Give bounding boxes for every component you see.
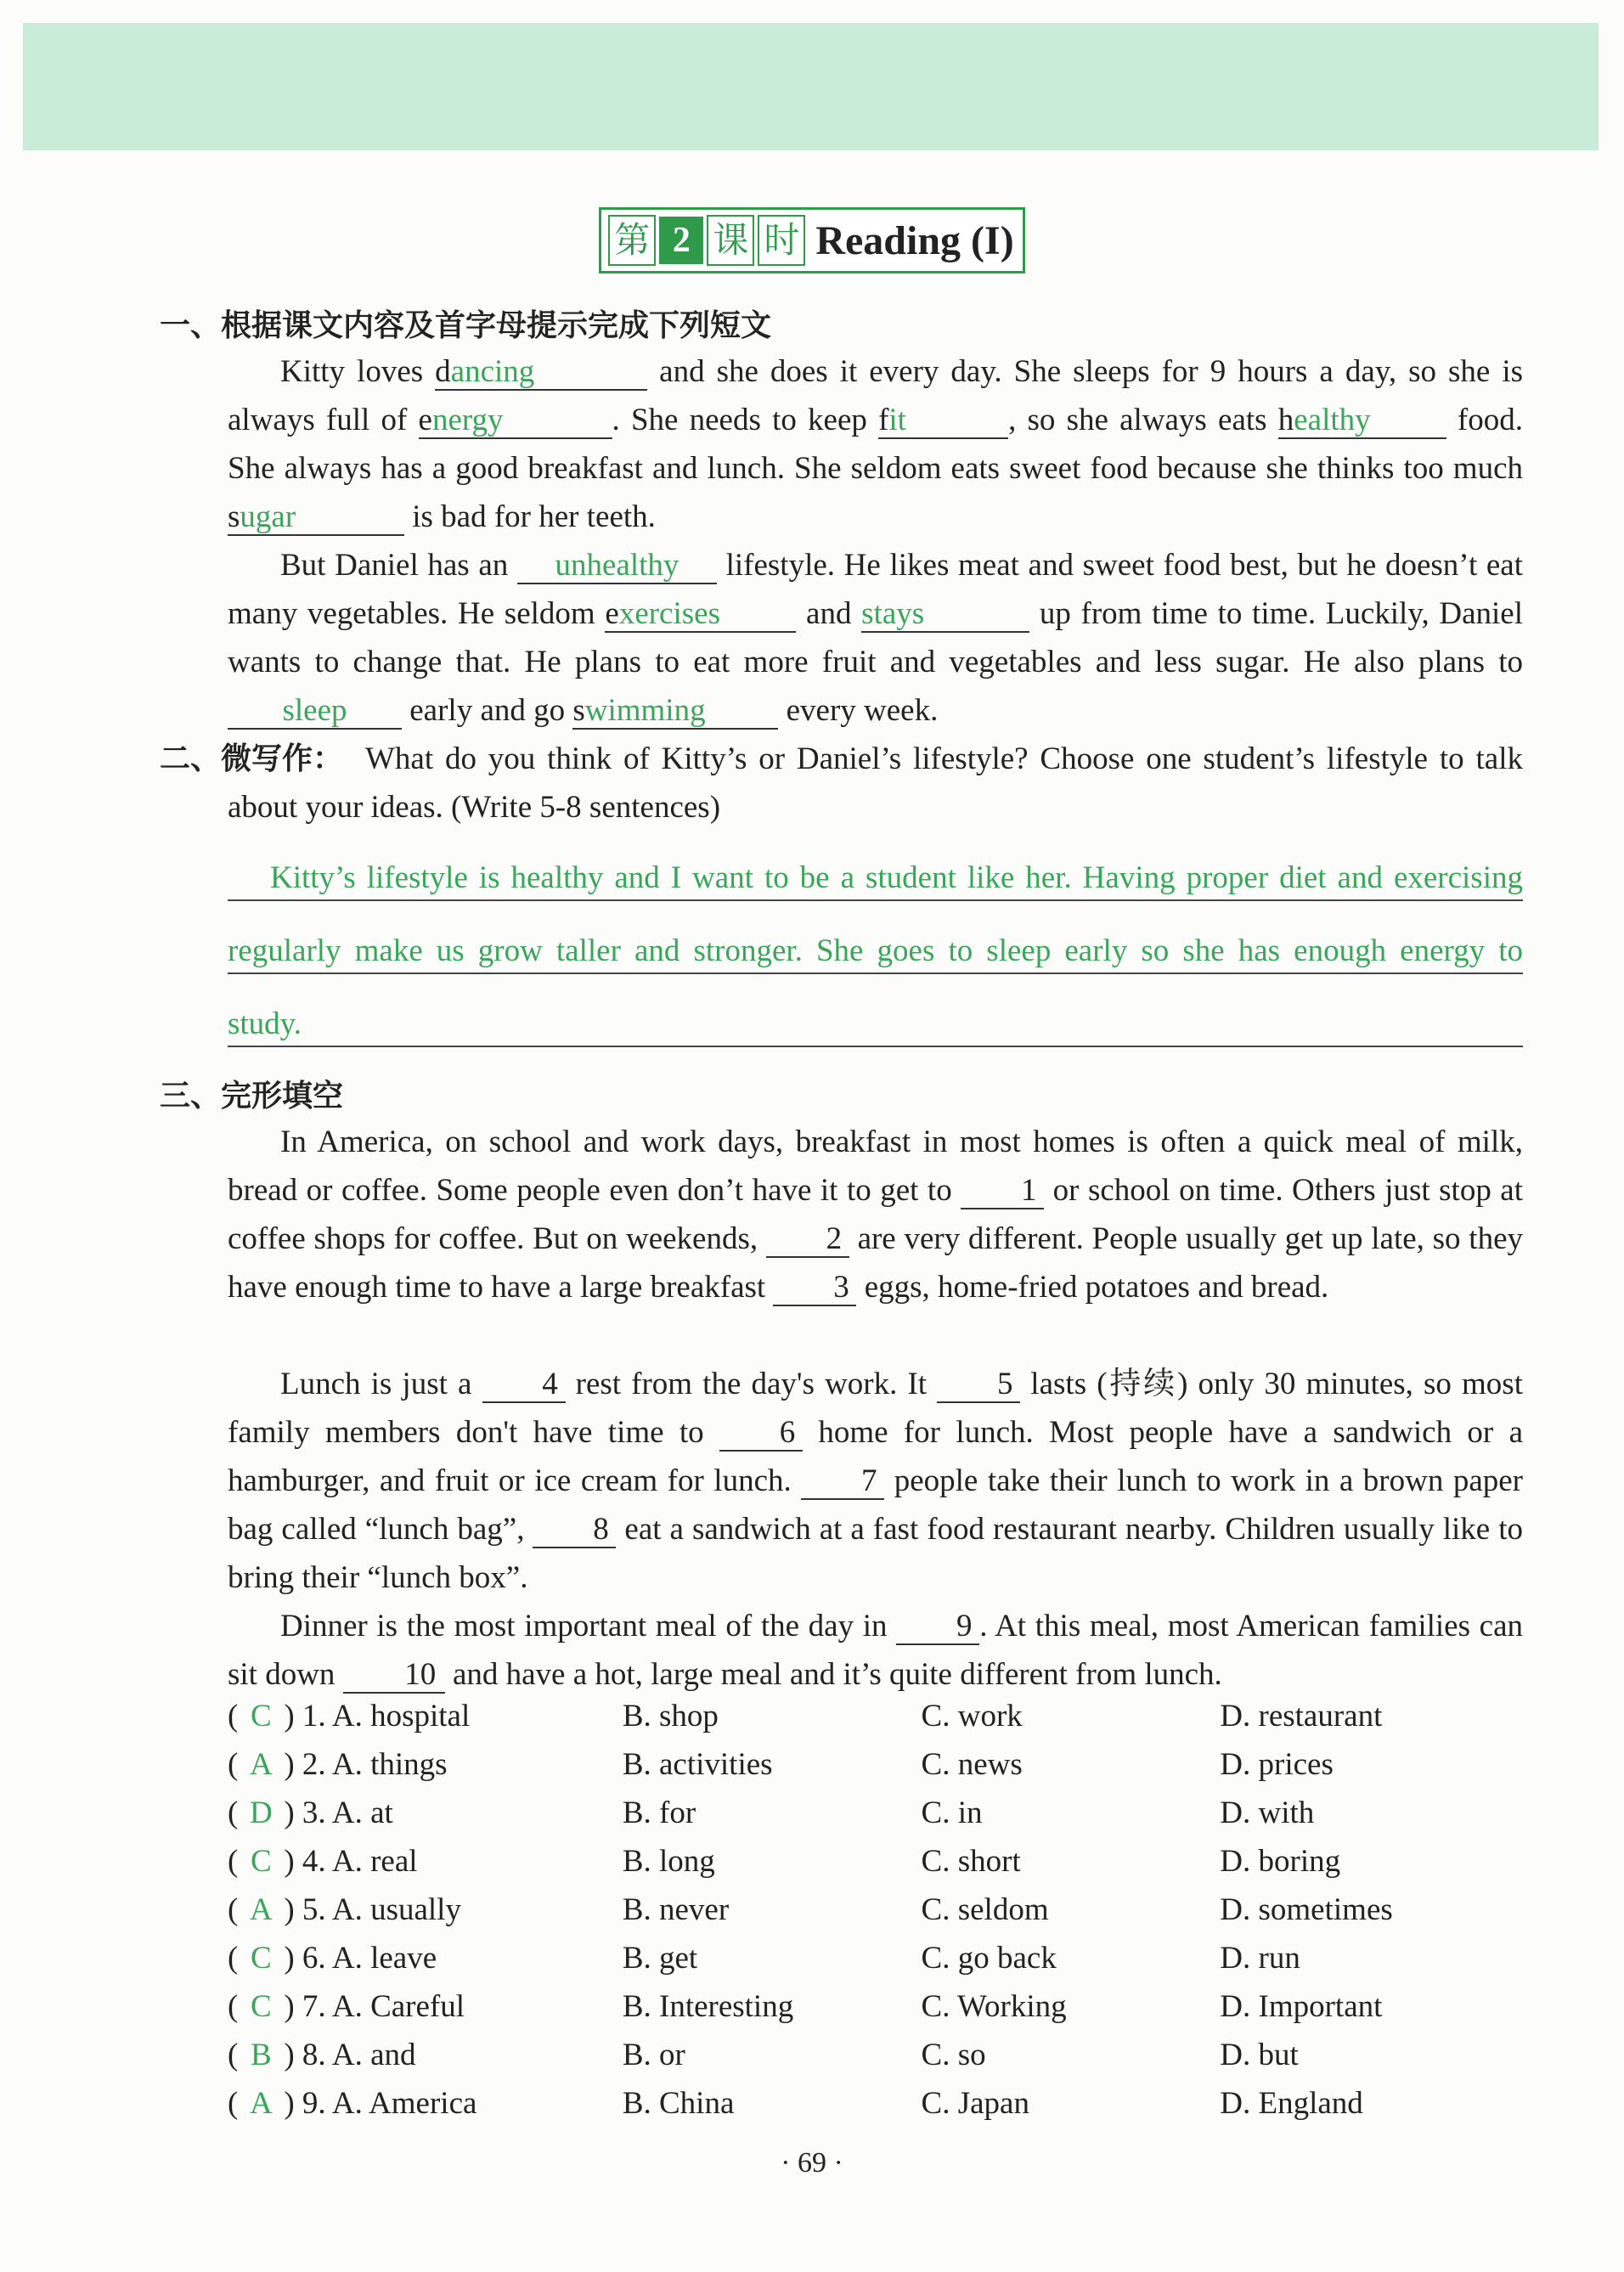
option-b: B. shop (622, 1699, 719, 1734)
option-c: C. Working (921, 1989, 1067, 2024)
cloze-blank-9: 9 (896, 1610, 979, 1645)
option-d: D. England (1220, 2086, 1363, 2121)
answer-choice[interactable]: C (250, 1699, 272, 1734)
blank-5[interactable]: sugar (228, 500, 404, 536)
cloze-blank-10: 10 (343, 1658, 445, 1694)
option-d: D. restaurant (1220, 1699, 1383, 1734)
option-d: D. Important (1220, 1989, 1383, 2024)
option-c: C. seldom (921, 1892, 1049, 1927)
lesson-title-text: Reading (I) (815, 217, 1014, 263)
cloze-blank-2: 2 (766, 1222, 849, 1258)
option-d: D. run (1220, 1941, 1300, 1976)
cloze-blank-7: 7 (801, 1464, 884, 1500)
section1-heading: 一、根据课文内容及首字母提示完成下列短文 (160, 308, 772, 343)
answer-choice[interactable]: C (250, 1941, 272, 1976)
option-b: B. get (622, 1941, 698, 1976)
question-row: ( D ) 3. A. at B. for C. in D. with (228, 1789, 1519, 1837)
answer-choice[interactable]: A (249, 1747, 273, 1782)
cloze-paragraph-3: Dinner is the most important meal of the day in 9 . At this meal, most American families can sit down 10 and have a hot, large meal and it’s quite different from lunch. (228, 1609, 1523, 1692)
question-row: ( B ) 8. A. and B. or C. so D. but (228, 2031, 1519, 2079)
option-b: B. Interesting (622, 1989, 794, 2024)
blank-1[interactable]: dancing (435, 355, 647, 391)
option-c: C. news (921, 1747, 1023, 1782)
option-c: C. in (921, 1796, 983, 1830)
page-number: · 69 · (781, 2147, 843, 2179)
essay-line-3: study. (228, 974, 1523, 1047)
blank-4[interactable]: healthy (1278, 403, 1446, 439)
essay-line-1: Kitty’s lifestyle is healthy and I want to be a student like her. Having proper diet and exercising (228, 832, 1523, 901)
blank-9[interactable]: sleep (228, 694, 402, 730)
option-b: B. or (622, 2038, 685, 2072)
option-b: B. never (622, 1892, 730, 1927)
answer-choice[interactable]: B (250, 2038, 272, 2072)
option-d: D. prices (1220, 1747, 1334, 1782)
lesson-title (0, 207, 1624, 273)
question-row: ( A ) 2. A. things B. activities C. news D. prices (228, 1740, 1519, 1789)
cloze-blank-3: 3 (773, 1271, 856, 1306)
lesson-char-2: 课 (707, 215, 754, 266)
answer-choice[interactable]: C (250, 1844, 272, 1879)
section2-prompt: What do you think of Kitty’s or Daniel’s lifestyle? Choose one student’s lifestyle to talk about your ideas. (Write 5-8 sentences) (228, 741, 1523, 825)
section3-heading: 三、完形填空 (160, 1079, 344, 1113)
option-b: B. long (622, 1844, 715, 1879)
question-row: ( A ) 5. A. usually B. never C. seldom D. sometimes (228, 1886, 1519, 1934)
cloze-blank-6: 6 (719, 1416, 803, 1452)
essay-line-2: regularly make us grow taller and stronger. She goes to sleep early so she has enough energy to (228, 901, 1523, 974)
option-c: C. so (921, 2038, 986, 2072)
cloze-paragraph-1: In America, on school and work days, breakfast in most homes is often a quick meal of milk, bread or coffee. Some people even don’t have it to get to 1 or school on time. Others just stop at coffee shops for coffee. But on weekends, 2 are very different. People usually get up late, so they have enough time to have a large breakfast 3 eggs, home-fried potatoes and bread. (228, 1125, 1524, 1305)
question-row: ( A ) 9. A. America B. China C. Japan D. England (228, 2079, 1519, 2128)
section1-paragraph-2: But Daniel has an unhealthy lifestyle. He likes meat and sweet food best, but he doesn’t eat many vegetables. He seldom exercises and stays up from time to time. Luckily, Daniel wants to change that. He plans to eat more fruit and vegetables and less sugar. He also plans to sleep early and go swimming every week. (228, 548, 1524, 728)
blank-3[interactable]: fit (878, 403, 1008, 439)
question-row: ( C ) 7. A. Careful B. Interesting C. Working D. Important (228, 1982, 1519, 2031)
question-row: ( C ) 1. A. hospital B. shop C. work D. restaurant (228, 1692, 1519, 1740)
lesson-number: 2 (659, 217, 703, 264)
question-row: ( C ) 4. A. real B. long C. short D. boring (228, 1837, 1519, 1886)
lesson-char-3: 时 (758, 215, 805, 266)
cloze-blank-5: 5 (937, 1367, 1020, 1403)
option-d: D. sometimes (1220, 1892, 1393, 1927)
blank-2[interactable]: energy (419, 403, 612, 439)
option-c: C. work (921, 1699, 1023, 1734)
option-d: D. with (1220, 1796, 1315, 1830)
option-b: B. China (622, 2086, 735, 2121)
blank-10[interactable]: swimming (572, 694, 778, 730)
option-b: B. activities (622, 1747, 773, 1782)
essay-answer[interactable] (228, 832, 1523, 1047)
blank-6[interactable]: unhealthy (517, 549, 717, 584)
answer-choice[interactable]: D (249, 1796, 273, 1830)
lesson-char-1: 第 (608, 215, 656, 266)
answer-choice[interactable]: C (250, 1989, 272, 2024)
answer-options (228, 1692, 1519, 2128)
option-c: C. go back (921, 1941, 1057, 1976)
section1-paragraph-1: Kitty loves dancing and she does it every day. She sleeps for 9 hours a day, so she is always full of energy . She needs to keep fit , so she always eats healthy food. She always has a good breakfast and lunch. She seldom eats sweet food because she thinks too much sugar is bad for her teeth. (228, 354, 1523, 534)
answer-choice[interactable]: A (249, 1892, 273, 1927)
cloze-blank-4: 4 (482, 1367, 566, 1403)
blank-8[interactable]: stays (861, 597, 1029, 633)
option-d: D. but (1220, 2038, 1299, 2072)
blank-7[interactable]: exercises (605, 597, 796, 633)
question-row: ( C ) 6. A. leave B. get C. go back D. run (228, 1934, 1519, 1982)
option-b: B. for (622, 1796, 696, 1830)
cloze-blank-1: 1 (961, 1174, 1044, 1209)
cloze-paragraph-2: Lunch is just a 4 rest from the day's work. It 5 lasts (持续) only 30 minutes, so most family members don't have time to 6 home for lunch. Most people have a sandwich or a hamburger, and fruit or ice cream for lunch. 7 people take their lunch to work in a brown paper bag called “lunch bag”, 8 eat a sandwich at a fast food restaurant nearby. Children usually like to bring their “lunch box”. (228, 1367, 1523, 1595)
option-c: C. short (921, 1844, 1021, 1879)
option-d: D. boring (1220, 1844, 1341, 1879)
lesson-title-box (599, 207, 1024, 273)
header-band (23, 23, 1599, 150)
answer-choice[interactable]: A (249, 2086, 273, 2121)
cloze-blank-8: 8 (533, 1513, 616, 1548)
option-c: C. Japan (921, 2086, 1029, 2121)
section2-heading: 二、微写作： (160, 741, 344, 776)
